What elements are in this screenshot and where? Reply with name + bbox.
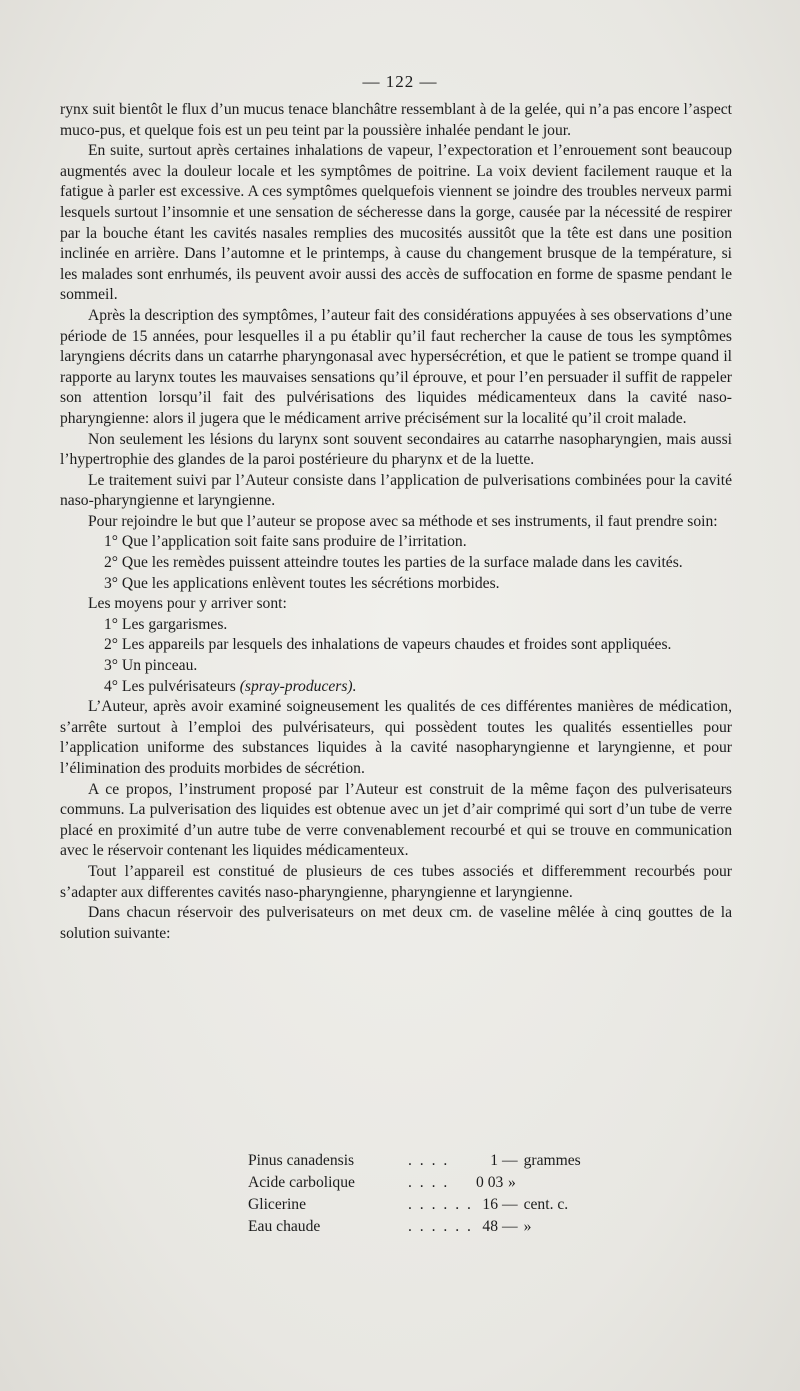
paragraph: Le traitement suivi par l’Auteur consiste dans l’application de pulverisations combinées pour la cavité naso-pharyngienne et laryngienne. [60,471,732,510]
paragraph: En suite, surtout après certaines inhalations de vapeur, l’expectoration et l’enrouement sont beaucoup augmentés avec la douleur locale et les symptômes de poitrine. La voix devient facilement rauque et la fatigue à parler est excessive. A ces symptômes quelquefois viennent se joindre des troubles nerveux parmi lesquels surtout l’insomnie et une sensation de sécheresse dans la gorge, causée par la nécessité de respirer par la bouche étant les cavités nasales remplies des mucosités aussitôt que la tête est dans une position inclinée en arrière. Dans l’automne et le printemps, à cause du changement brusque de la température, si les malades sont enrhumés, ils peuvent avoir aussi des accès de suffocation en forme de spasme pendant le sommeil. [60,142,732,304]
condition-item: 1° Que l’application soit faite sans produire de l’irritation. [104,533,467,551]
ditto-dash: — [502,1196,518,1213]
means-item-italic: (spray-producers). [239,677,357,695]
means-intro: Les moyens pour y arriver sont: [88,595,287,613]
ingredient-quantity: 48 [482,1218,498,1235]
recipe-row [248,1194,581,1216]
recipe-row [248,1150,581,1172]
ingredient-unit: » [523,1218,532,1235]
body-text [60,100,732,944]
recipe-row [248,1172,581,1194]
ingredient-name: Acide carbolique [248,1174,355,1191]
means-item [60,677,732,698]
ingredient-unit: grammes [523,1152,581,1169]
recipe-table [248,1150,581,1238]
leader-dots: . . . . . . [408,1218,473,1235]
means-item-text: 4° Les pulvérisateurs [104,677,236,695]
paragraph: Après la description des symptômes, l’auteur fait des considérations appuyées à ses observations d’une période de 15 années, pour lesquelles il a pu établir qu’il faut rechercher la cause de tous les symptômes laryngiens décrits dans un catarrhe pharyngonasal avec hypersécrétion, et que le patient se trompe quand il rapporte au larynx toutes les mauvaises sensations qu’il éprouve, et pour l’en persuader il suffit de rappeler son attention lorsqu’il fait des pulvérisations des liquides médicamenteux dans la cavité naso-pharyngienne: alors il jugera que le médicament arrive précisément sur la localité qu’il croit malade. [60,306,732,427]
means-item: 2° Les appareils par lesquels des inhalations de vapeurs chaudes et froides sont appliquées. [104,636,672,654]
leader-dots: . . . . [408,1152,450,1169]
paragraph: Dans chacun réservoir des pulverisateurs on met deux cm. de vaseline mêlée à cinq gouttes de la solution suivante: [60,904,732,942]
recipe-row [248,1216,581,1238]
ingredient-name: Pinus canadensis [248,1152,355,1169]
ingredient-name: Eau chaude [248,1218,321,1235]
paragraph: A ce propos, l’instrument proposé par l’Auteur est construit de la même façon des pulverisateurs communs. La pulverisation des liquides est obtenue avec un jet d’air comprimé qui sort d’un tube de verre placé en proximité d’un autre tube de verre convenablement recourbé et qui se trouve en communication avec le réservoir contenant les liquides médicamenteux. [60,780,732,860]
condition-item: 2° Que les remèdes puissent atteindre toutes les parties de la surface malade dans les cavités. [104,554,683,572]
condition-item: 3° Que les applications enlèvent toutes les sécrétions morbides. [104,574,500,592]
paragraph: L’Auteur, après avoir examiné soigneusement les qualités de ces différentes manières de médication, s’arrête surtout à l’emploi des pulvérisateurs, qui possèdent toutes les qualités essentielles pour l’application uniforme des substances liquides à la cavité nasopharyngienne et laryngienne, et pour l’élimination des produits morbides de sécrétion. [60,698,732,777]
paragraph: Tout l’appareil est constitué de plusieurs de ces tubes associés et differemment recourbés pour s’adapter aux differentes cavités naso-pharyngienne, pharyngienne et laryngienne. [60,862,732,901]
ingredient-name: Glicerine [248,1196,307,1213]
ingredient-unit: cent. c. [523,1196,569,1213]
paragraph: Pour rejoindre le but que l’auteur se propose avec sa méthode et ses instruments, il faut prendre soin: [88,512,718,530]
ditto-dash: — [502,1152,518,1169]
paragraph: rynx suit bientôt le flux d’un mucus tenace blanchâtre ressemblant à de la gelée, qui n’a pas encore l’aspect muco-pus, et quelque fois est un peu teint par la poussière inhalée pendant le jour. [60,101,732,139]
leader-dots: . . . . . . [408,1196,473,1213]
means-item: 1° Les gargarismes. [104,615,228,633]
ingredient-quantity: 16 [482,1196,498,1213]
page-number: — 122 — [362,72,438,91]
means-item: 3° Un pinceau. [104,657,198,675]
paragraph: Non seulement les lésions du larynx sont souvent secondaires au catarrhe nasopharyngien, mais aussi l’hypertrophie des glandes de la paroi postérieure du pharynx et de la luette. [60,430,732,469]
ditto-dash: — [502,1218,518,1235]
ingredient-quantity: 1 [490,1152,498,1169]
ingredient-quantity: 0 03 [476,1174,504,1191]
leader-dots: . . . . [408,1174,450,1191]
ingredient-unit: » [508,1174,516,1191]
